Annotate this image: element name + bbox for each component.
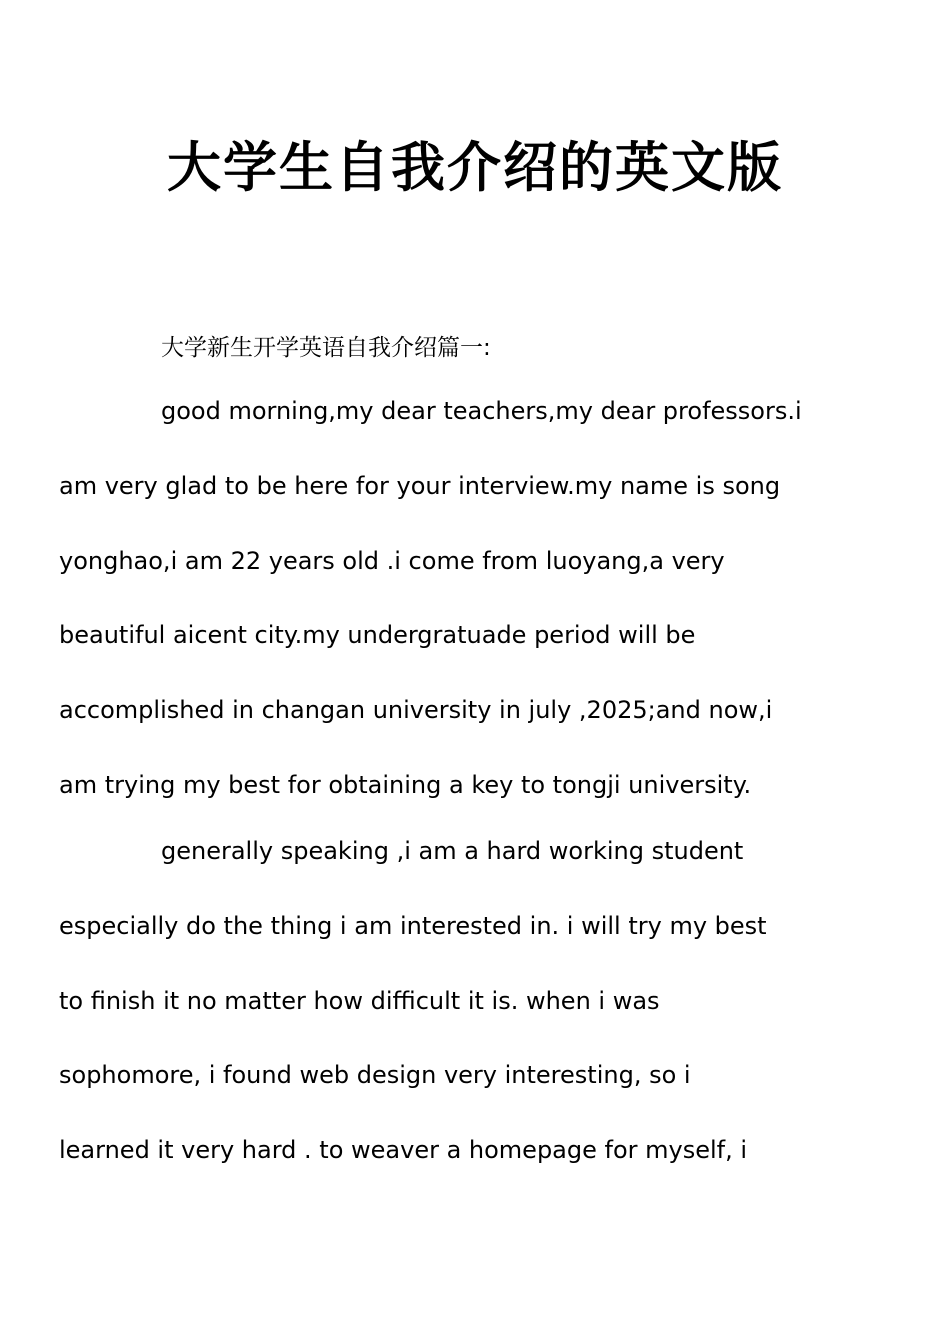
paragraph-1 [59, 374, 845, 823]
paragraph-line: yonghao,i am 22 years old .i come from luoyang,a very [59, 546, 725, 575]
document-title: 大学生自我介绍的英文版 [167, 136, 783, 199]
paragraph-line: am very glad to be here for your interview.my name is song [59, 471, 781, 500]
paragraph-line: good morning,my dear teachers,my dear professors.i [161, 397, 802, 425]
paragraph-line: to finish it no matter how difficult it is. when i was [59, 986, 660, 1015]
paragraph-line: especially do the thing i am interested in. i will try my best [59, 911, 767, 940]
paragraph-line: generally speaking ,i am a hard working student [161, 837, 744, 865]
paragraph-line: am trying my best for obtaining a key to tongji university. [59, 770, 752, 799]
paragraph-line: beautiful aicent city.my undergratuade period will be [59, 621, 696, 650]
paragraph-2 [59, 814, 845, 1188]
section-heading: 大学新生开学英语自我介绍篇一: [161, 335, 491, 361]
paragraph-line: learned it very hard . to weaver a homepage for myself, i [59, 1136, 748, 1165]
paragraph-line: accomplished in changan university in july ,2025;and now,i [59, 696, 773, 725]
paragraph-line: sophomore, i found web design very interesting, so i [59, 1061, 691, 1090]
